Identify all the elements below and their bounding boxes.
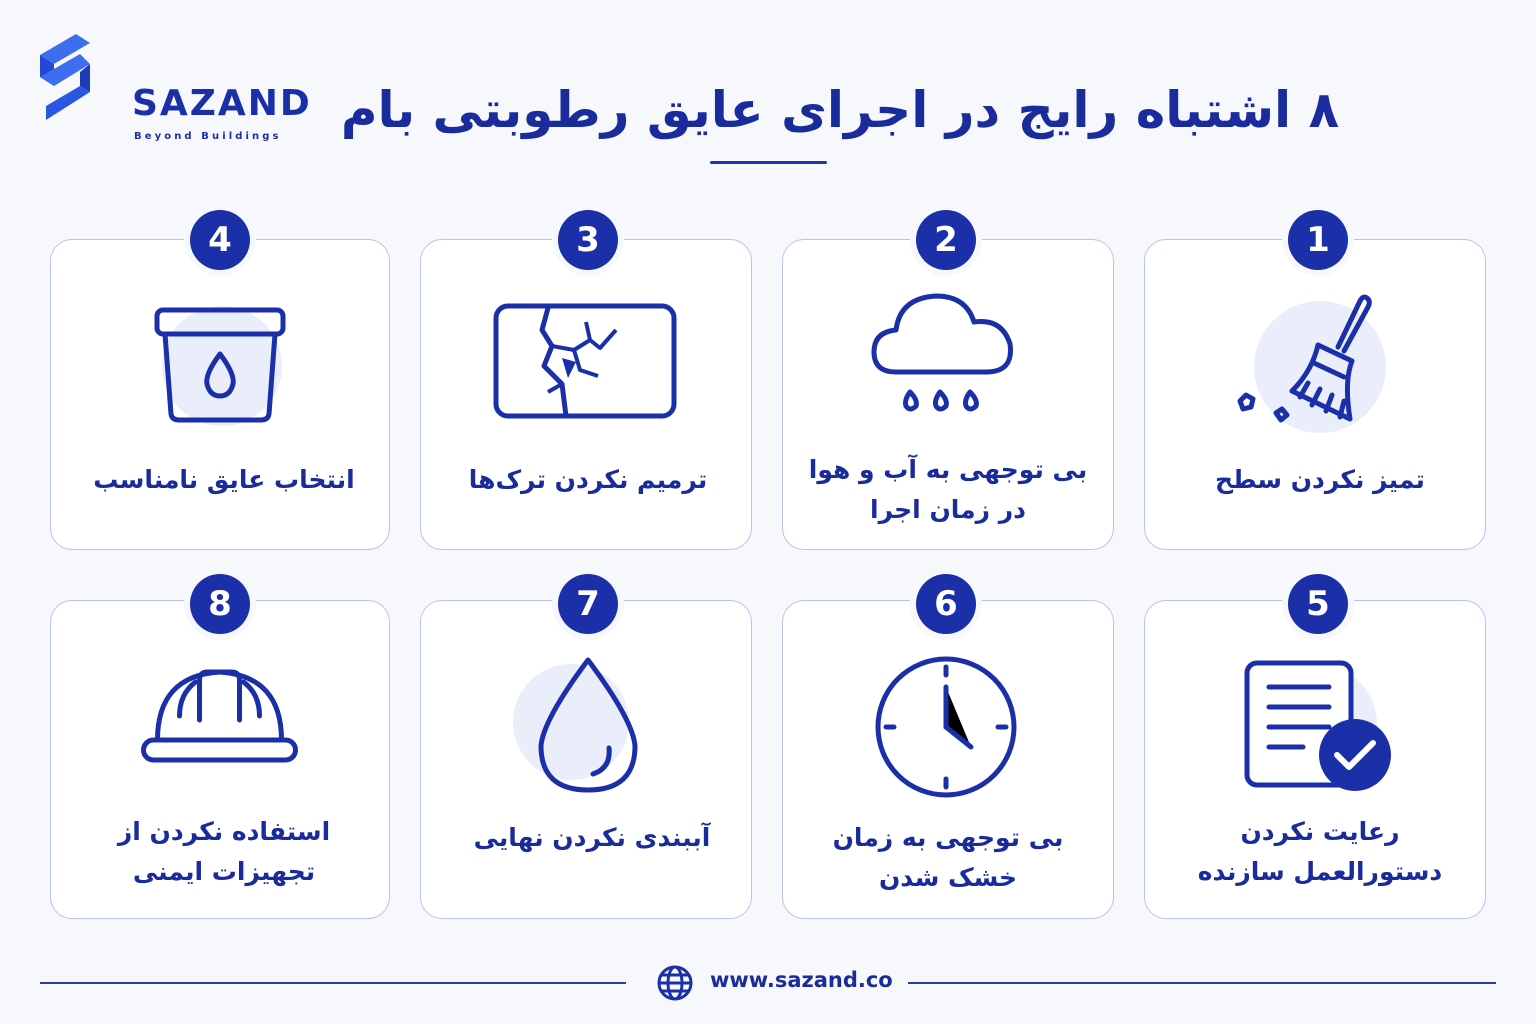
- clock-icon: [871, 655, 1021, 800]
- water-drop-icon: [513, 650, 663, 800]
- mistake-number-2: 2: [916, 210, 976, 270]
- brand-logo: [26, 34, 312, 142]
- mistake-number-7: 7: [558, 574, 618, 634]
- cracked-surface-icon: [490, 300, 680, 425]
- mistake-number-1: 1: [1288, 210, 1348, 270]
- mistake-label-4: انتخاب عایق نامناسب: [93, 465, 355, 494]
- mistake-number-8: 8: [190, 574, 250, 634]
- mistake-label-2: بی توجهی به آب و هوا در زمان اجرا: [808, 455, 1088, 524]
- footer-divider-left: [40, 982, 626, 984]
- mistake-number-4: 4: [190, 210, 250, 270]
- website-link[interactable]: www.sazand.co: [710, 968, 893, 992]
- mistake-label-6: بی توجهی به زمان خشک شدن: [832, 823, 1064, 892]
- sazand-logo-icon: [26, 34, 116, 124]
- checklist-document-icon: [1233, 655, 1403, 795]
- mistake-label-3: ترمیم نکردن ترک‌ها: [468, 465, 708, 494]
- mistake-label-5: رعایت نکردن دستورالعمل سازنده: [1197, 817, 1443, 886]
- mistake-label-8: استفاده نکردن از تجهیزات ایمنی: [117, 817, 331, 886]
- globe-icon: [656, 964, 694, 1002]
- mistake-label-1: تمیز نکردن سطح: [1215, 465, 1425, 494]
- mistake-number-3: 3: [558, 210, 618, 270]
- mistake-number-5: 5: [1288, 574, 1348, 634]
- mistake-label-7: آببندی نکردن نهایی: [473, 823, 711, 852]
- footer-divider-right: [908, 982, 1496, 984]
- bucket-icon: [135, 292, 305, 427]
- title-divider: [710, 161, 827, 164]
- brand-name: SAZAND: [132, 83, 312, 124]
- mistake-number-6: 6: [916, 574, 976, 634]
- hard-hat-icon: [138, 660, 303, 770]
- brand-tagline: Beyond Buildings: [134, 131, 282, 142]
- page-title: ۸ اشتباه رایج در اجرای عایق رطوبتی بام: [340, 81, 1340, 139]
- rain-cloud-icon: [866, 288, 1026, 423]
- broom-icon: [1220, 285, 1400, 435]
